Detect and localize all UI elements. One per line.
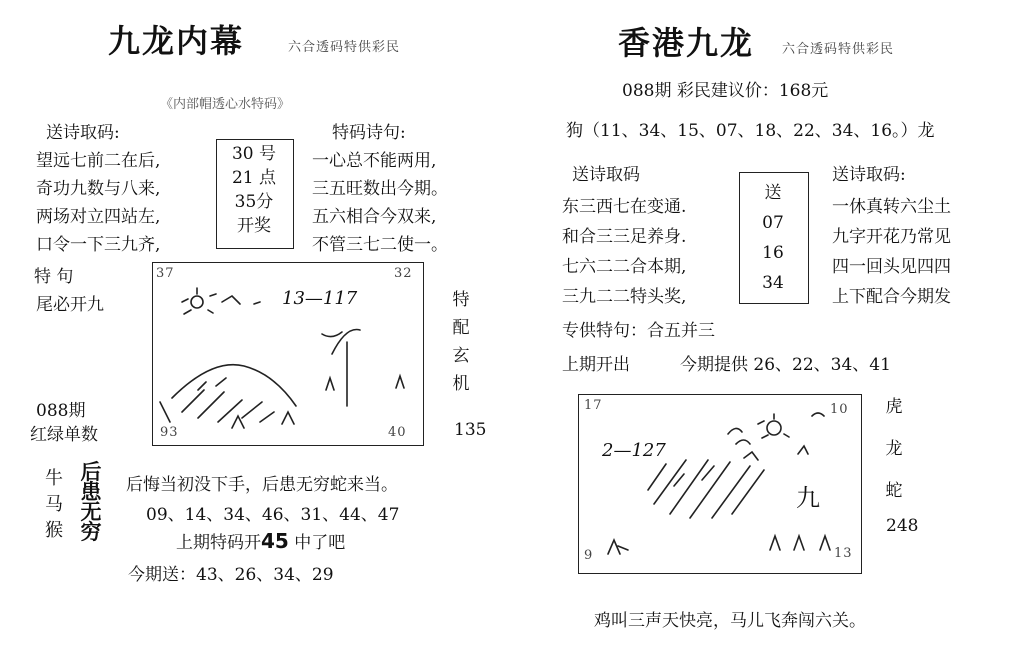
right-today: 今期提供 26、22、34、41 <box>680 355 891 375</box>
left-side-vertical-text <box>450 286 472 398</box>
right-side-vertical-text <box>882 386 906 512</box>
box-line: 21 点 <box>231 168 277 188</box>
right-special: 专供特句：合五并三 <box>562 321 715 341</box>
picture-corner-number: 10 <box>830 402 849 417</box>
left-big-vertical <box>76 459 106 544</box>
right-subtitle: 六合透码特供彩民 <box>782 42 895 57</box>
left-draw-time-text <box>216 142 292 238</box>
right-poem-b-line: 一休真转六尘土 <box>832 197 951 217</box>
last-period-prefix: 上期特码开 <box>176 533 261 553</box>
side-char: 特 <box>452 290 470 310</box>
right-dog-line: 狗（11、34、15、07、18、22、34、16。）龙 <box>566 121 935 141</box>
animal: 猴 <box>45 520 63 541</box>
picture-corner-number: 40 <box>388 425 407 440</box>
left-last-period <box>176 528 345 553</box>
right-poem-a-heading: 送诗取码 <box>572 165 640 185</box>
left-special-phrase-text: 尾必开九 <box>36 295 104 315</box>
side-char: 蛇 <box>885 481 903 501</box>
side-char: 玄 <box>452 346 470 366</box>
right-poem-b-heading: 送诗取码: <box>832 165 906 185</box>
picture-corner-number: 9 <box>584 548 594 563</box>
left-red-green: 红绿单数 <box>30 425 98 445</box>
left-poem-a-line: 两场对立四站左, <box>36 207 161 227</box>
box-line: 16 <box>762 243 784 263</box>
box-line: 开奖 <box>237 216 271 236</box>
picture-corner-number: 32 <box>394 266 413 281</box>
box-line: 35分 <box>234 192 274 212</box>
left-poem-b-heading: 特码诗句: <box>332 123 406 143</box>
left-poem-a-line: 口令一下三九齐, <box>36 235 161 255</box>
left-numbers: 09、14、34、46、31、44、47 <box>146 505 400 525</box>
picture-corner-number: 93 <box>160 425 179 440</box>
animal: 马 <box>45 494 63 515</box>
animal: 牛 <box>45 468 63 489</box>
box-line: 30 号 <box>231 144 277 164</box>
picture-handwriting: 13—117 <box>282 288 358 309</box>
picture-corner-number: 13 <box>834 546 853 561</box>
picture-handwritten-char: 九 <box>796 484 820 512</box>
right-send-box-text <box>739 178 807 298</box>
right-poem-b-line: 九字开花乃常见 <box>832 227 951 247</box>
right-price: 088期 彩民建议价：168元 <box>622 81 829 101</box>
left-animals <box>40 466 68 544</box>
left-subtitle: 六合透码特供彩民 <box>288 40 401 55</box>
left-poem-a-line: 望远七前二在后, <box>36 151 161 171</box>
left-note: 《内部帽透心水特码》 <box>160 97 291 112</box>
picture-handwriting: 2—127 <box>602 440 666 461</box>
left-special-phrase-label: 特 句 <box>34 267 74 287</box>
picture-corner-number: 37 <box>156 266 175 281</box>
left-poem-a-heading: 送诗取码: <box>46 123 120 143</box>
right-last: 上期开出 <box>562 355 630 375</box>
left-verse: 后悔当初没下手，后患无穷蛇来当。 <box>126 475 398 495</box>
right-side-number: 248 <box>886 516 919 536</box>
side-char: 配 <box>452 318 470 338</box>
last-period-number: 45 <box>261 529 289 553</box>
right-sketch-drawing <box>578 394 860 572</box>
right-poem-a-line: 七六二二合本期, <box>562 257 687 277</box>
right-poem-b-line: 四一回头见四四 <box>832 257 951 277</box>
right-title: 香港九龙 <box>618 24 755 62</box>
left-title: 九龙内幕 <box>108 22 245 60</box>
left-poem-a-line: 奇功九数与八来, <box>36 179 161 199</box>
last-period-suffix: 中了吧 <box>288 533 346 553</box>
big-char: 无 <box>80 499 102 524</box>
picture-corner-number: 17 <box>584 398 603 413</box>
right-poem-a-line: 和合三三足养身. <box>562 227 687 247</box>
left-side-number: 135 <box>454 420 487 440</box>
right-poem-a-line: 三九二二特头奖, <box>562 287 687 307</box>
left-poem-b-line: 五六相合今双来, <box>312 207 437 227</box>
right-poem-a-line: 东三西七在变通. <box>562 197 687 217</box>
box-line: 07 <box>762 213 784 233</box>
big-char: 穷 <box>80 519 102 544</box>
box-line: 送 <box>764 183 782 203</box>
left-today-send: 今期送：43、26、34、29 <box>128 565 334 585</box>
left-period: 088期 <box>36 401 86 421</box>
left-poem-b-line: 一心总不能两用, <box>312 151 437 171</box>
left-poem-b-line: 三五旺数出今期。 <box>312 179 448 199</box>
left-poem-b-line: 不管三七二使一。 <box>312 235 448 255</box>
side-char: 龙 <box>885 439 903 459</box>
side-char: 机 <box>452 374 470 394</box>
box-line: 34 <box>762 273 784 293</box>
right-footer-verse: 鸡叫三声天快亮，马儿飞奔闯六关。 <box>594 611 866 631</box>
right-poem-b-line: 上下配合今期发 <box>832 287 951 307</box>
big-char: 患 <box>80 479 102 504</box>
side-char: 虎 <box>885 397 903 417</box>
big-char: 后 <box>80 459 102 484</box>
left-sketch-drawing <box>152 262 422 444</box>
